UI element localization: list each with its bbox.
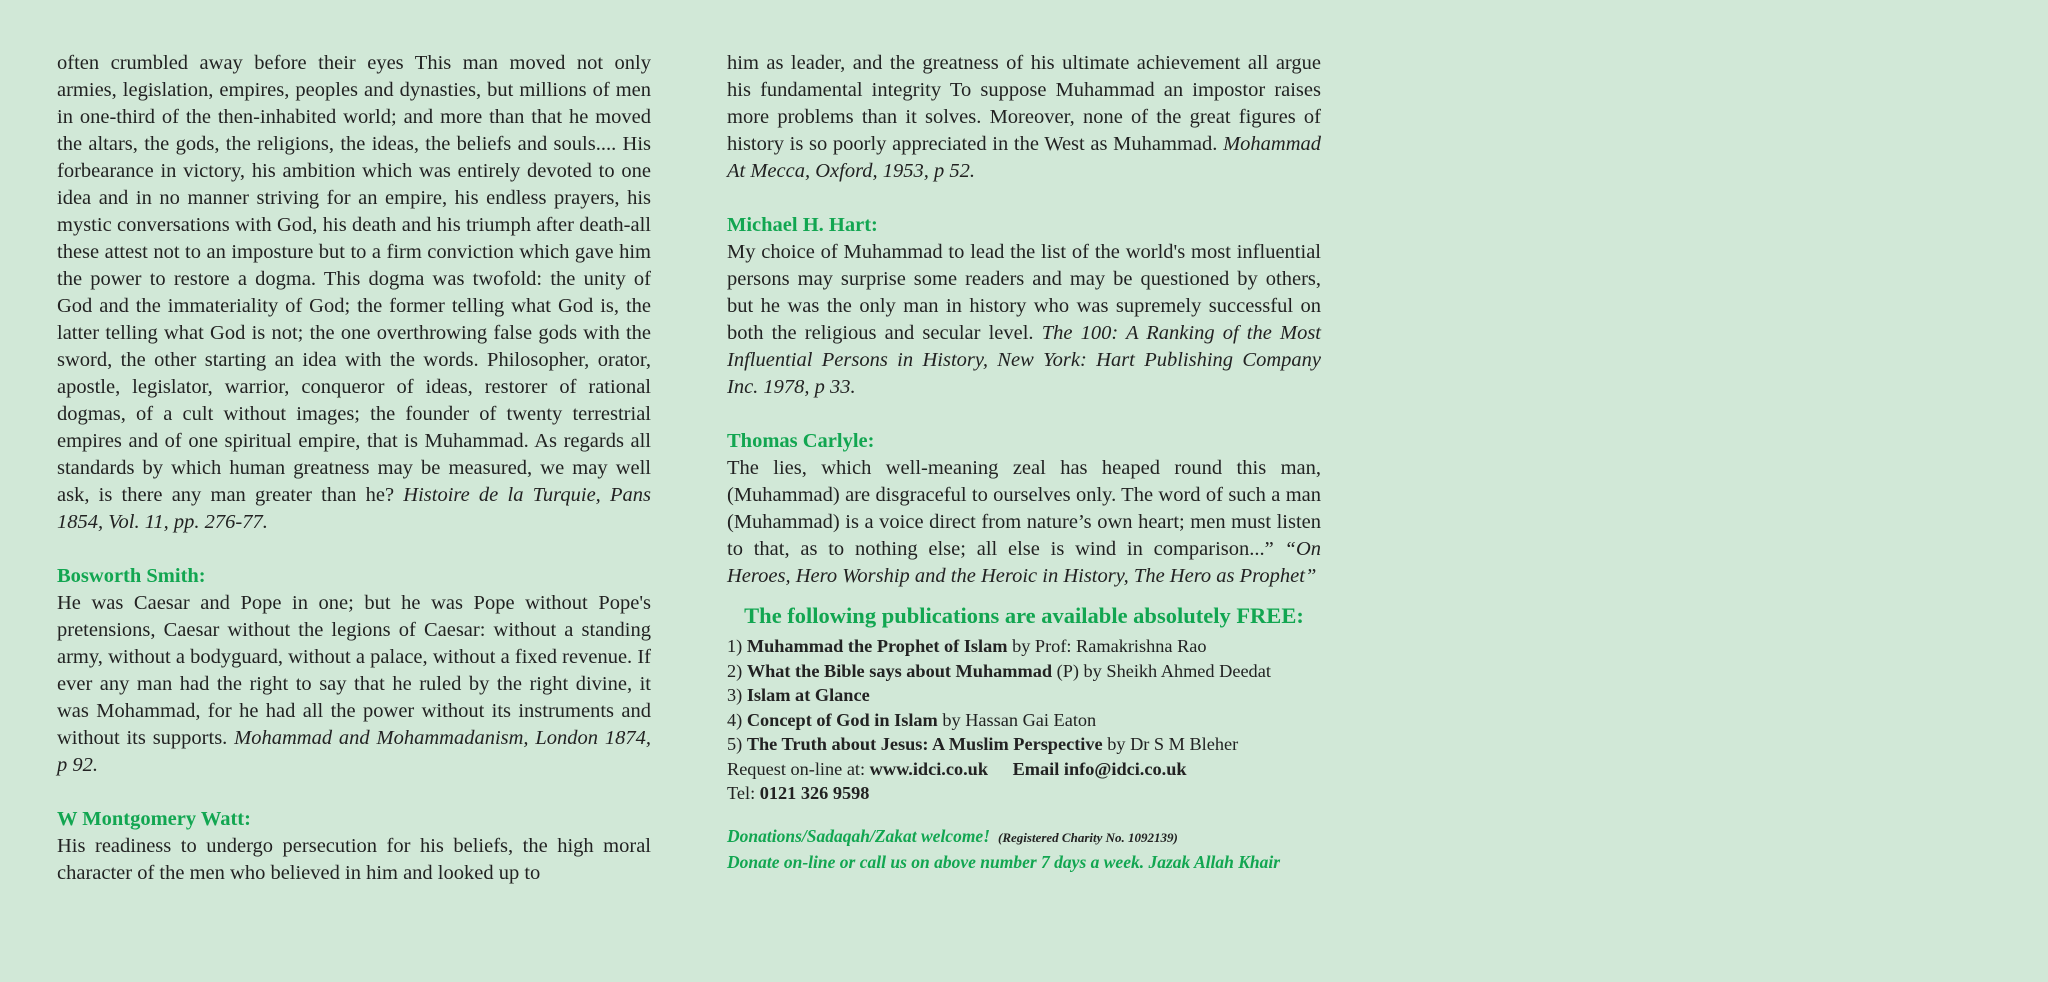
quote-citation: Mohammad At Mecca, Oxford, 1953, p 52. (727, 133, 1321, 182)
quote-body: often crumbled away before their eyes This man moved not only armies, legislation, empires, peoples and dynasties, but millions of men in one-third of the then-inhabited world; and more than that he moved the altars, the gods, the religions, the ideas, the beliefs and souls.... His forbearance in victory, his ambition which was entirely devoted to one idea and in no manner striving for an empire, his endless prayers, his mystic conversations with God, his death and his triumph after death-all these attest not to an imposture but to a firm conviction which gave him the power to restore a dogma. This dogma was twofold: the unity of God and the immateriality of God; the former telling what God is, the latter telling what God is not; the one overthrowing false gods with the sword, the other starting an idea with the words. Philosopher, orator, apostle, legislator, warrior, conqueror of ideas, restorer of rational dogmas, of a cult without images; the founder of twenty terrestrial empires and of one spiritual empire, that is Muhammad. As regards all standards by which human greatness may be measured, we may well ask, is there any man greater than he? (57, 52, 651, 506)
quote-paragraph-bosworth-smith (57, 590, 651, 779)
publications-title: The following publications are available absolutely FREE: (744, 603, 1304, 628)
request-label: Request on-line at: (727, 758, 866, 779)
author-heading-bosworth-smith: Bosworth Smith: (57, 565, 206, 587)
website-link[interactable]: www.idci.co.uk (869, 758, 989, 779)
quote-body: He was Caesar and Pope in one; but he was Pope without Pope's pretensions, Caesar without the legions of Caesar: without a standing army, without a bodyguard, without a palace, without a fixed revenue. If ever any man had the right to say that he ruled by the right divine, it was Mohammad, for he had all the power without its instruments and without its supports. (57, 592, 651, 749)
publication-title: Islam at Glance (746, 685, 870, 705)
spacer (727, 401, 1321, 428)
quote-body: him as leader, and the greatness of his ultimate achievement all argue his fundamental integrity To suppose Muhammad an impostor raises more problems than it solves. Moreover, none of the great figures of history is so poorly appreciated in the West as Muhammad. (727, 52, 1321, 155)
request-online-line (727, 757, 1321, 782)
telephone-line (727, 781, 1321, 806)
donation-line-2: Donate on-line or call us on above number 7 days a week. Jazak Allah Khair (727, 851, 1281, 872)
right-column (727, 50, 1321, 874)
publication-number: 4) (727, 709, 743, 730)
charity-number: (Registered Charity No. 1092139) (998, 829, 1178, 845)
quote-body: His readiness to undergo persecution for his beliefs, the high moral character of the men who believed in him and looked up to (57, 835, 651, 884)
quote-paragraph-lamartine (57, 50, 651, 536)
publication-author: by Hassan Gai Eaton (937, 709, 1097, 730)
quote-paragraph-michael-hart (727, 239, 1321, 401)
publication-number: 3) (727, 685, 743, 705)
publication-item (727, 659, 1321, 684)
author-heading-montgomery-watt: W Montgomery Watt: (57, 808, 251, 830)
quote-paragraph-thomas-carlyle (727, 455, 1321, 590)
donation-notice (727, 824, 1321, 874)
donation-welcome: Donations/Sadaqah/Zakat welcome! (727, 825, 991, 846)
spacer (727, 806, 1321, 824)
donation-line-1 (727, 824, 1321, 850)
tel-label: Tel: (727, 783, 756, 803)
spacer (57, 536, 651, 563)
publication-title: Concept of God in Islam (746, 709, 938, 730)
quote-paragraph-montgomery-watt (57, 833, 651, 887)
publication-author: (P) by Sheikh Ahmed Deedat (1052, 660, 1271, 681)
tel-number: 0121 326 9598 (759, 783, 870, 803)
quote-citation: Histoire de la Turquie, Pans 1854, Vol. 11, pp. 276-77. (57, 484, 652, 533)
publication-title: What the Bible says about Muhammad (746, 660, 1053, 681)
quote-paragraph-watt-continued (727, 50, 1321, 185)
author-heading-thomas-carlyle: Thomas Carlyle: (727, 430, 875, 452)
publications-list (727, 634, 1321, 806)
publication-author: by Prof: Ramakrishna Rao (1007, 636, 1207, 656)
publication-number: 5) (727, 734, 743, 754)
quote-body: The lies, which well-meaning zeal has heaped round this man, (Muhammad) are disgraceful to ourselves only. The word of such a man (Muhammad) is a voice direct from nature’s own heart; men must listen to that, as to nothing else; all else is wind in comparison...” (727, 457, 1321, 560)
left-column (57, 50, 651, 887)
publication-item (727, 683, 1321, 708)
spacer (727, 185, 1321, 212)
publication-title: The Truth about Jesus: A Muslim Perspective (746, 734, 1103, 754)
publication-title: Muhammad the Prophet of Islam (746, 636, 1008, 656)
spacer (57, 779, 651, 806)
publication-number: 2) (727, 660, 743, 681)
publication-author: by Dr S M Bleher (1102, 734, 1239, 754)
quote-citation: “On Heroes, Hero Worship and the Heroic in History, The Hero as Prophet” (727, 538, 1322, 587)
quote-body: My choice of Muhammad to lead the list of the world's most influential persons may surprise some readers and may be questioned by others, but he was the only man in history who was supremely successful on both the religious and secular level. (727, 241, 1321, 344)
quote-citation: Mohammad and Mohammadanism, London 1874, p 92. (57, 727, 651, 776)
author-heading-michael-hart: Michael H. Hart: (727, 214, 878, 236)
publication-item (727, 732, 1321, 757)
email-link[interactable]: Email info@idci.co.uk (1012, 758, 1187, 779)
publication-item (727, 708, 1321, 733)
quote-citation: The 100: A Ranking of the Most Influential Persons in History, New York: Hart Publishing Company Inc. 1978, p 33. (727, 322, 1322, 398)
publication-number: 1) (727, 636, 743, 656)
publication-item (727, 634, 1321, 659)
